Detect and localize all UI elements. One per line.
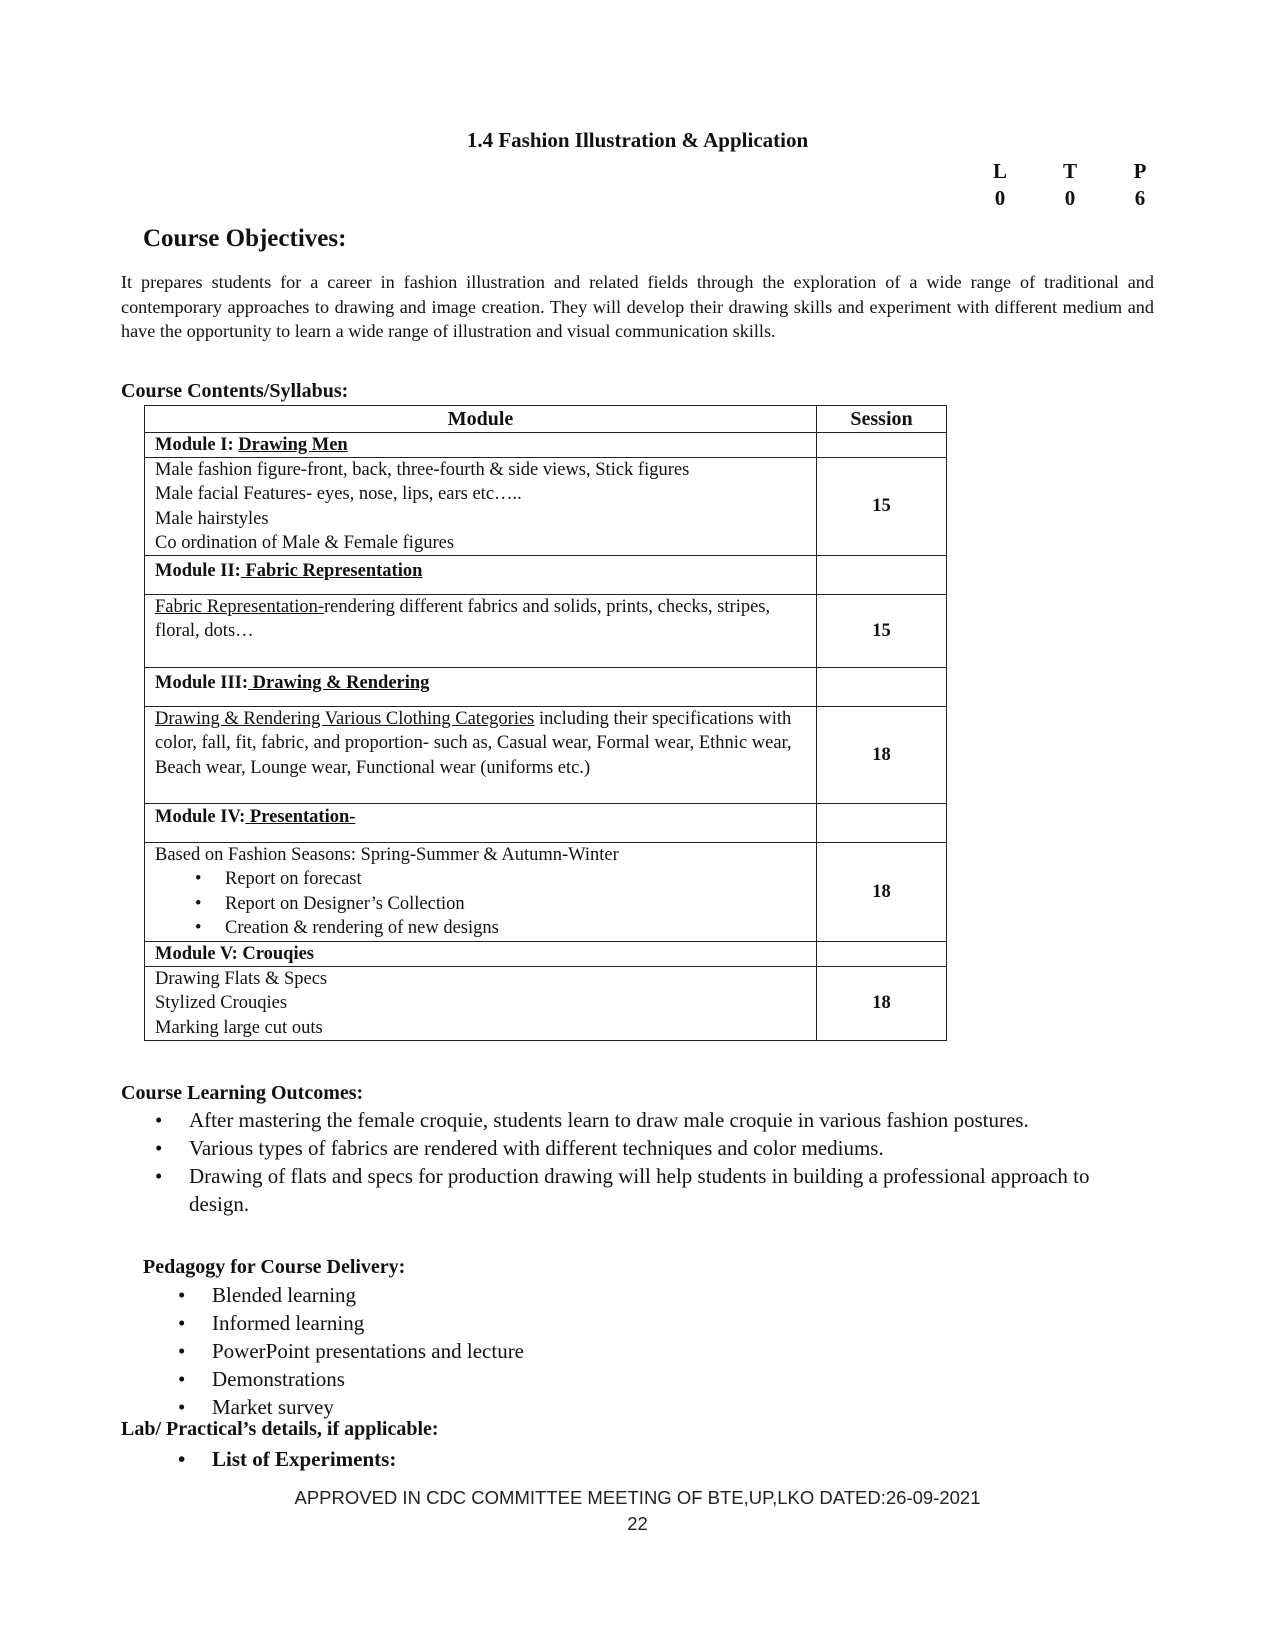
module-2-session: 15 [817, 595, 947, 668]
module-3-session: 18 [817, 707, 947, 804]
module-3-title: Module III: Drawing & Rendering [145, 668, 817, 707]
ltp-values [990, 185, 1150, 212]
module-4-session: 18 [817, 843, 947, 942]
course-title: 1.4 Fashion Illustration & Application [466, 128, 809, 152]
module-1-content: Male fashion figure-front, back, three-fourth & side views, Stick figures Male facial Features- eyes, nose, lips, ears etc….. Male hairstyles Co ordination of Male & Female figures [145, 458, 817, 556]
lab-list [176, 1445, 396, 1473]
list-item: • Market survey [176, 1393, 876, 1421]
syllabus-table [144, 405, 947, 1041]
list-item: • Various types of fabrics are rendered with different techniques and color mediums. [153, 1134, 1133, 1162]
ltp-block [990, 158, 1150, 212]
module-5-title: Module V: Crouqies [145, 942, 817, 967]
list-item: • PowerPoint presentations and lecture [176, 1337, 876, 1365]
module-header-row [145, 804, 947, 843]
list-item: • List of Experiments: [176, 1445, 396, 1473]
module-header-row [145, 433, 947, 458]
ltp-header-p: P [1133, 159, 1147, 183]
objectives-text: It prepares students for a career in fashion illustration and related fields through the exploration of a wide range of traditional and contemporary approaches to drawing and image creation. They will develop their drawing skills and experiment with different medium and have the opportunity to learn a wide range of illustration and visual communication skills. [121, 272, 1154, 341]
objectives-heading: Course Objectives: [143, 225, 347, 252]
module-content-row [145, 967, 947, 1041]
ltp-value-l: 0 [994, 186, 1006, 210]
list-item: • Drawing of flats and specs for production drawing will help students in building a professional approach to design. [153, 1162, 1133, 1218]
module-3-name: Drawing & Rendering [248, 673, 430, 694]
module-header-row [145, 942, 947, 967]
list-item: • Report on Designer’s Collection [195, 892, 806, 916]
ltp-headers [990, 158, 1150, 185]
module-column-header: Module [145, 406, 817, 433]
ltp-header-t: T [1062, 159, 1077, 183]
module-1-title: Module I: Drawing Men [145, 433, 817, 458]
outcomes-heading: Course Learning Outcomes: [121, 1082, 364, 1104]
list-item: • Blended learning [176, 1281, 876, 1309]
pedagogy-list [176, 1281, 876, 1421]
list-item: • Informed learning [176, 1309, 876, 1337]
contents-heading: Course Contents/Syllabus: [121, 380, 349, 402]
page-number: 22 [627, 1513, 648, 1534]
module-4-content: Based on Fashion Seasons: Spring-Summer & Autumn-Winter • Report on forecast • Report on Designer’s Collection • Creation & rendering of new designs [145, 843, 817, 942]
table-header-row [145, 406, 947, 433]
module-5-content: Drawing Flats & Specs Stylized Crouqies Marking large cut outs [145, 967, 817, 1041]
lab-heading: Lab/ Practical’s details, if applicable: [121, 1418, 439, 1440]
list-item: • Demonstrations [176, 1365, 876, 1393]
ltp-value-p: 6 [1134, 186, 1146, 210]
module-1-name: Drawing Men [238, 435, 348, 455]
module-2-name: Fabric Representation [240, 561, 423, 582]
approval-footer: APPROVED IN CDC COMMITTEE MEETING OF BTE,UP,LKO DATED:26-09-2021 [294, 1487, 981, 1508]
module-4-name: Presentation- [245, 807, 356, 828]
outcomes-list [153, 1106, 1133, 1218]
module-content-row [145, 843, 947, 942]
ltp-value-t: 0 [1064, 186, 1076, 210]
module-content-row [145, 707, 947, 804]
module-content-row [145, 458, 947, 556]
module-content-row [145, 595, 947, 668]
module-3-content: Drawing & Rendering Various Clothing Categories including their specifications with color, fall, fit, fabric, and proportion- such as, Casual wear, Formal wear, Ethnic wear, Beach wear, Lounge wear, Functional wear (uniforms etc.) [145, 707, 817, 804]
module-header-row [145, 668, 947, 707]
module-2-title: Module II: Fabric Representation [145, 556, 817, 595]
module-header-row [145, 556, 947, 595]
module-4-title: Module IV: Presentation- [145, 804, 817, 843]
module-1-session: 15 [817, 458, 947, 556]
ltp-header-l: L [992, 159, 1007, 183]
pedagogy-heading: Pedagogy for Course Delivery: [143, 1256, 406, 1278]
list-item: • After mastering the female croquie, students learn to draw male croquie in various fashion postures. [153, 1106, 1133, 1134]
list-item: • Creation & rendering of new designs [195, 916, 806, 940]
session-column-header: Session [817, 406, 947, 433]
module-5-session: 18 [817, 967, 947, 1041]
module-4-bullets [155, 867, 806, 940]
module-2-content: Fabric Representation-rendering different fabrics and solids, prints, checks, stripes, floral, dots… [145, 595, 817, 668]
list-item: • Report on forecast [195, 867, 806, 891]
